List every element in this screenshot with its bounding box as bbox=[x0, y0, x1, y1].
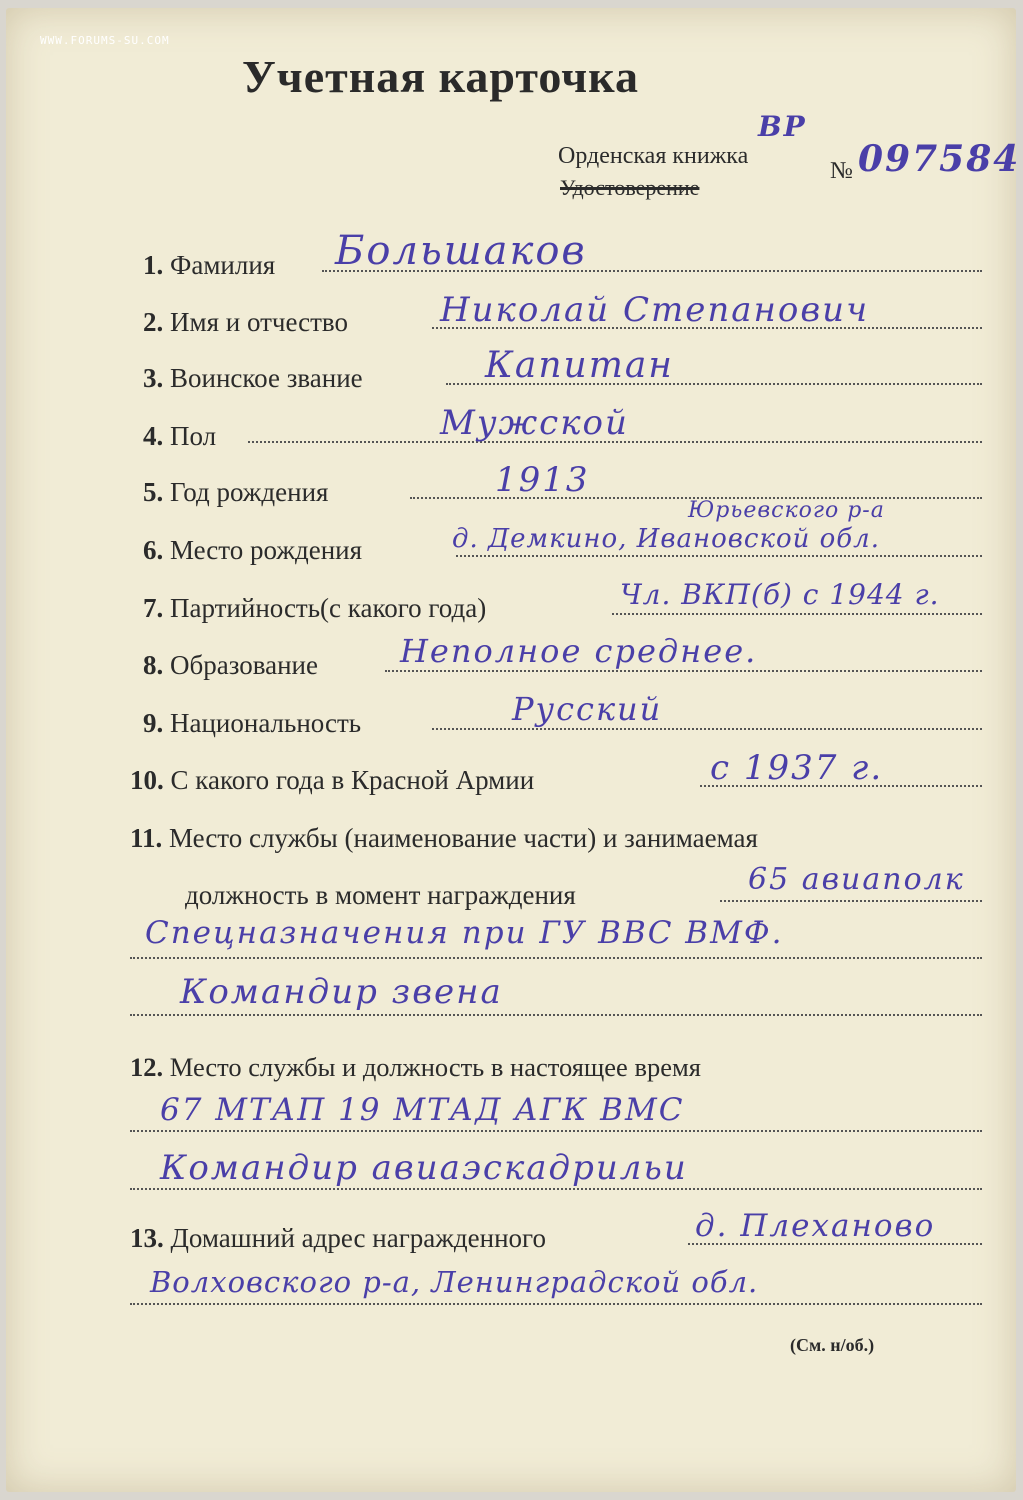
field-number: 5. bbox=[143, 477, 164, 507]
dotted-line bbox=[612, 613, 982, 615]
series-value: ВР bbox=[758, 110, 807, 143]
field-number: 8. bbox=[143, 650, 164, 680]
value-education: Неполное среднее. bbox=[400, 632, 758, 670]
watermark: WWW.FORUMS-SU.COM bbox=[40, 34, 170, 47]
footer-note: (См. н/об.) bbox=[790, 1335, 875, 1355]
value-sex: Мужской bbox=[440, 403, 629, 443]
field-label-rank: Воинское звание bbox=[170, 363, 363, 393]
value-surname: Большаков bbox=[335, 228, 587, 274]
field-label-birthplace: Место рождения bbox=[170, 535, 363, 565]
field-number: 7. bbox=[143, 593, 164, 623]
field-number: 6. bbox=[143, 535, 164, 565]
value-position-at-award: Командир звена bbox=[180, 972, 503, 1012]
field-label-education: Образование bbox=[170, 650, 318, 680]
field-label-party: Партийность(с какого года) bbox=[170, 593, 487, 623]
field-number: 9. bbox=[143, 708, 164, 738]
value-party: Чл. ВКП(б) с 1944 г. bbox=[620, 578, 940, 611]
field-label-nationality: Национальность bbox=[170, 708, 362, 738]
field-label-home-address: Домашний адрес награжденного bbox=[170, 1223, 546, 1253]
value-birthplace-district: Юрьевского р-а bbox=[688, 498, 885, 523]
value-army-year: с 1937 г. bbox=[710, 748, 884, 788]
field-number: 2. bbox=[143, 307, 164, 337]
value-birthplace: д. Демкино, Ивановской обл. bbox=[452, 524, 880, 554]
value-current-position: Командир авиаэскадрильи bbox=[160, 1148, 688, 1188]
value-home-address-region: Волховского р-а, Ленинградской обл. bbox=[150, 1265, 759, 1299]
certificate-label: Удостоверение bbox=[560, 175, 700, 200]
field-label-name: Имя и отчество bbox=[170, 307, 348, 337]
dotted-line bbox=[130, 1130, 982, 1132]
field-number: 4. bbox=[143, 421, 164, 451]
dotted-line bbox=[456, 555, 982, 557]
field-label-current-service: Место службы и должность в настоящее время bbox=[169, 1052, 701, 1082]
dotted-line bbox=[130, 1188, 982, 1190]
field-label-army-year: С какого года в Красной Армии bbox=[170, 765, 535, 795]
value-current-unit: 67 МТАП 19 МТАД АГК ВМС bbox=[160, 1092, 685, 1128]
order-book-number: 097584 bbox=[858, 138, 1021, 180]
field-number: 13. bbox=[130, 1223, 164, 1253]
dotted-line bbox=[385, 670, 982, 672]
value-name: Николай Степанович bbox=[440, 290, 870, 330]
field-label-sex: Пол bbox=[170, 421, 217, 451]
card-title: Учетная карточка bbox=[242, 51, 639, 102]
dotted-line bbox=[130, 1303, 982, 1305]
dotted-line bbox=[432, 728, 982, 730]
field-label-service-place: Место службы (наименование части) и занимаемая bbox=[169, 823, 758, 853]
field-number: 12. bbox=[130, 1052, 164, 1082]
field-number: 11. bbox=[130, 823, 163, 853]
dotted-line bbox=[130, 957, 982, 959]
dotted-line bbox=[130, 1014, 982, 1016]
field-label-surname: Фамилия bbox=[170, 250, 276, 280]
field-number: 3. bbox=[143, 363, 164, 393]
field-number: 10. bbox=[130, 765, 164, 795]
value-home-address: д. Плеханово bbox=[695, 1208, 936, 1244]
value-nationality: Русский bbox=[512, 690, 663, 728]
field-label-position-at-award: должность в момент награждения bbox=[185, 880, 576, 910]
number-sign: № bbox=[830, 158, 853, 184]
dotted-line bbox=[720, 900, 982, 902]
field-label-birth-year: Год рождения bbox=[170, 477, 329, 507]
value-unit-designation: Спецназначения при ГУ ВВС ВМФ. bbox=[145, 915, 784, 951]
field-number: 1. bbox=[143, 250, 164, 280]
value-birth-year: 1913 bbox=[495, 460, 590, 500]
value-unit: 65 авиаполк bbox=[748, 862, 965, 897]
order-book-label: Орденская книжка bbox=[558, 143, 749, 169]
value-rank: Капитан bbox=[485, 345, 675, 386]
